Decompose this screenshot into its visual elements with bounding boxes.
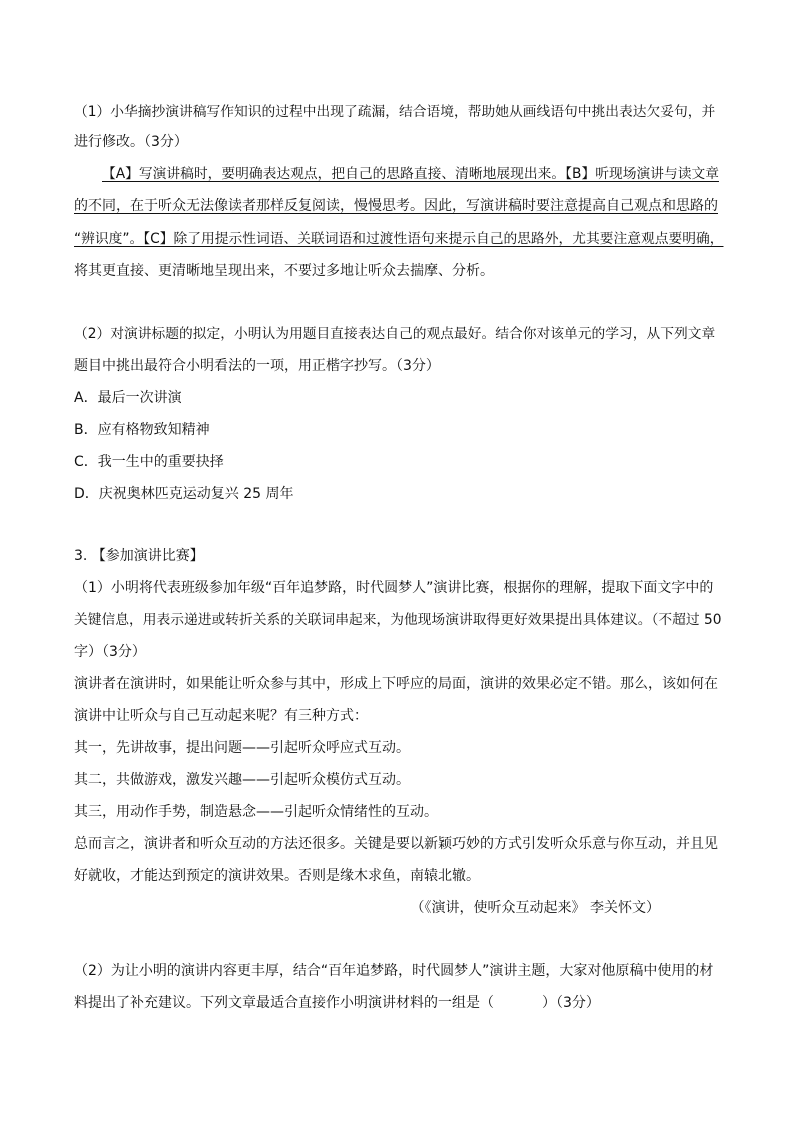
q2-option-a: A．最后一次讲演 — [74, 390, 182, 406]
s3-q2-line-2 — [74, 992, 726, 1014]
s3-q2-line-2-text: 料提出了补充建议。下列文章最适合直接作小明演讲材料的一组是（ — [74, 995, 494, 1011]
s3-text-line-6: 总而言之，演讲者和听众互动的方法还很多。关键是要以新颖巧妙的方式引发听众乐意与你互动，并且见 — [74, 836, 718, 852]
q1-passage-line-3: “辨识度”。【C】除了用提示性词语、关联词语和过渡性语句来提示自己的思路外，尤其要注意观点要明确， — [74, 231, 724, 247]
s3-text-line-5: 其三，用动作手势，制造悬念——引起听众情绪性的互动。 — [74, 804, 438, 820]
q2-prompt-line-2: 题目中挑出最符合小明看法的一项，用正楷字抄写。（3分） — [74, 358, 440, 374]
q2-option-b: B．应有格物致知精神 — [74, 422, 210, 438]
q1-passage-line-2: 的不同，在于听众无法像读者那样反复阅读，慢慢思考。因此，写演讲稿时要注意提高自己观点和思路的 — [74, 198, 718, 214]
s3-text-line-7: 好就收，才能达到预定的演讲效果。否则是缘木求鱼，南辕北辙。 — [74, 868, 480, 884]
section-3-heading: 3. 【参加演讲比赛】 — [74, 548, 204, 564]
q2-prompt-line-1: （2）对演讲标题的拟定，小明认为用题目直接表达自己的观点最好。结合你对该单元的学习，从下列文章 — [74, 326, 716, 342]
q2-option-d: D．庆祝奥林匹克运动复兴 25 周年 — [74, 486, 294, 502]
q1-prompt-line-1: （1）小华摘抄演讲稿写作知识的过程中出现了疏漏，结合语境，帮助她从画线语句中挑出表达欠妥句，并 — [74, 104, 716, 120]
s3-text-line-4: 其二，共做游戏，激发兴趣——引起听众模仿式互动。 — [74, 772, 410, 788]
q1-prompt-line-2: 进行修改。（3分） — [74, 134, 188, 150]
s3-q1-line-1: （1）小明将代表班级参加年级“百年追梦路，时代圆梦人”演讲比赛，根据你的理解，提取下面文字中的 — [74, 580, 714, 596]
q2-option-c: C．我一生中的重要抉择 — [74, 454, 224, 470]
q1-passage-line-1: 【A】写演讲稿时，要明确表达观点，把自己的思路直接、清晰地展现出来。【B】听现场演讲与读文章 — [102, 166, 719, 182]
s3-text-line-2: 演讲中让听众与自己互动起来呢？有三种方式： — [74, 708, 368, 724]
s3-source-citation: （《演讲，使听众互动起来》 李关怀文） — [410, 900, 660, 916]
s3-q1-line-2: 关键信息，用表示递进或转折关系的关联词串起来，为他现场演讲取得更好效果提出具体建议。（不超过 50 — [74, 612, 722, 628]
s3-q1-line-3: 字）（3分） — [74, 644, 146, 660]
s3-text-line-1: 演讲者在演讲时，如果能让听众参与其中，形成上下呼应的局面，演讲的效果必定不错。那么，该如何在 — [74, 676, 718, 692]
s3-q2-line-1: （2）为让小明的演讲内容更丰厚，结合“百年追梦路，时代圆梦人”演讲主题，大家对他原稿中使用的材 — [74, 963, 714, 979]
s3-q2-line-2-score: ）（3分） — [542, 995, 600, 1011]
s3-text-line-3: 其一，先讲故事，提出问题——引起听众呼应式互动。 — [74, 740, 410, 756]
q1-passage-line-4: 将其更直接、更清晰地呈现出来，不要过多地让听众去揣摩、分析。 — [74, 263, 494, 279]
